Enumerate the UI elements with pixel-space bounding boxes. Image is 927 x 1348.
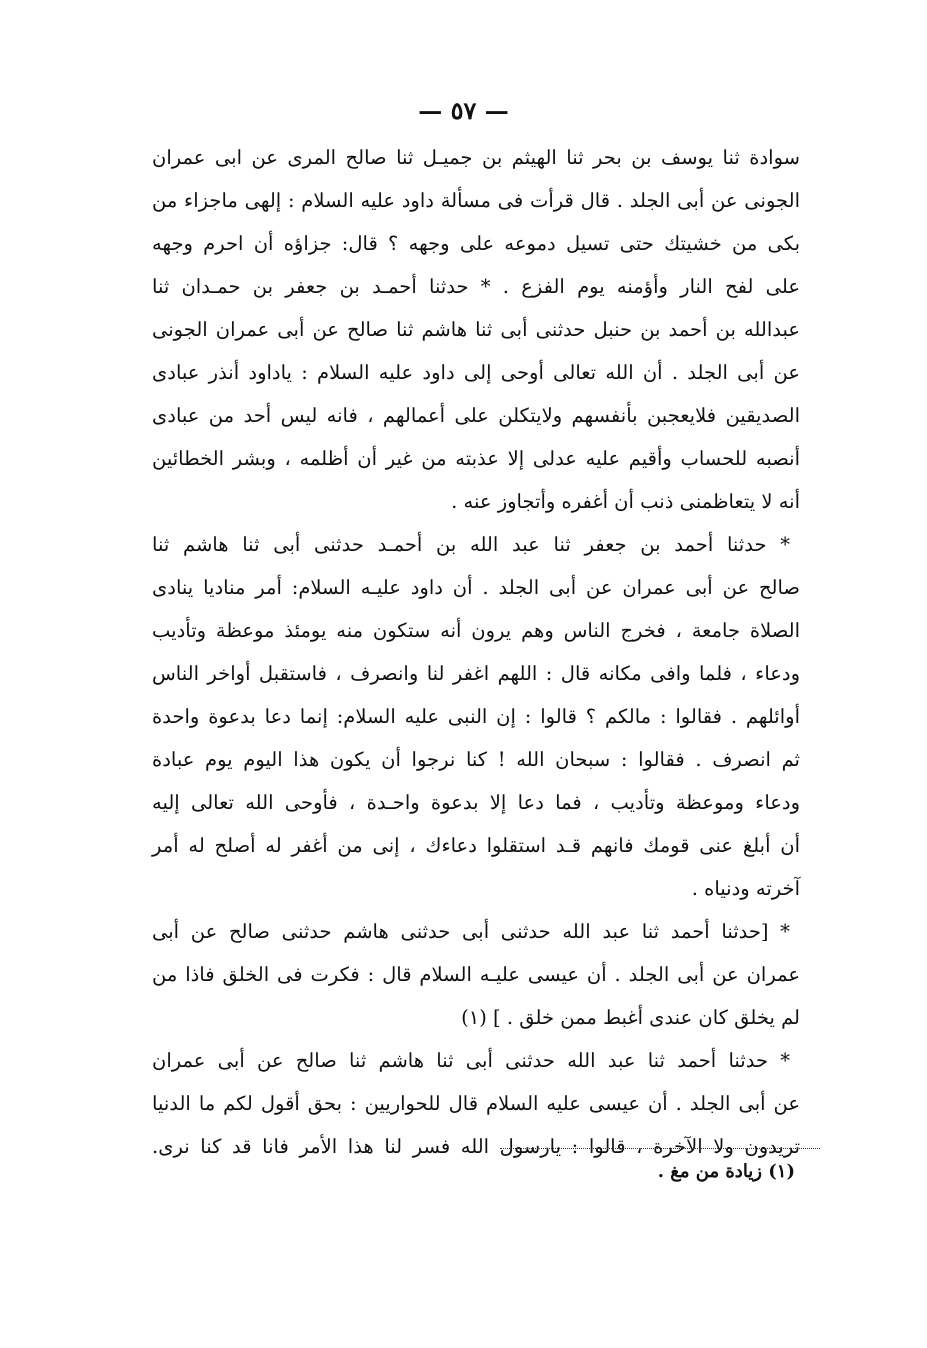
text-line: على لفح النار وأؤمنه يوم الفزع . * حدثنا أحمـد بن جعفر بن حمـدان ثنا [152,275,800,298]
body-text [152,136,800,1168]
text-line: عبدالله بن أحمد بن حنبل حدثنى أبى ثنا هاشم ثنا صالح عن أبى عمران الجونى [152,318,800,341]
text-line: ودعاء وموعظة وتأديب ، فما دعا إلا بدعوة واحـدة ، فأوحى الله تعالى إليه [152,791,800,814]
text-line: لم يخلق كان عندى أغبط ممن خلق . ] (١) [461,1006,800,1029]
text-line: عمران عن أبى الجلد . أن عيسى عليـه السلام قال : فكرت فى الخلق فاذا من [152,963,800,986]
text-line: أنصبه للحساب وأقيم عليه عدلى إلا عذبته من غير أن أظلمه ، وبشر الخطائين [152,447,800,470]
text-line: * [حدثنا أحمد ثنا عبد الله حدثنى أبى حدثنى هاشم حدثنى صالح عن أبى [152,920,790,943]
text-line: بكى من خشيتك حتى تسيل دموعه على وجهه ؟ قال: جزاؤه أن احرم وجهه [152,232,800,255]
text-line: ودعاء ، فلما وافى مكانه قال : اللهم اغفر لنا وانصرف ، فاستقبل أواخر الناس [152,662,800,685]
footnote-divider [500,1148,820,1149]
footnote: (١) زيادة من مغ . [657,1161,795,1182]
text-line: تريدون ولا الآخرة ، قالوا : يارسول الله فسر لنا هذا الأمر فانا قد كنا نرى. [152,1135,800,1158]
text-line: أن أبلغ عنى قومك فانهم قـد استقلوا دعاءك ، إنى من أغفر له أصلح له أمر [152,834,800,857]
text-line: * حدثنا أحمد ثنا عبد الله حدثنى أبى ثنا هاشم ثنا صالح عن أبى عمران [152,1049,790,1072]
text-line: ثم انصرف . فقالوا : سبحان الله ! كنا نرجوا أن يكون هذا اليوم يوم عبادة [152,748,800,771]
text-line: الصلاة جامعة ، فخرج الناس وهم يرون أنه ستكون منه يومئذ موعظة وتأديب [152,619,800,642]
page-number: — ٥٧ — [418,96,509,125]
text-line: الصديقين فلايعجبن بأنفسهم ولايتكلن على أعمالهم ، فانه ليس أحد من عبادى [152,404,800,427]
text-line: * حدثنا أحمد بن جعفر ثنا عبد الله بن أحمـد حدثنى أبى ثنا هاشم ثنا [152,533,790,556]
text-line: عن أبى الجلد . أن الله تعالى أوحى إلى داود عليه السلام : ياداود أنذر عبادى [152,361,800,384]
text-line: أنه لا يتعاظمنى ذنب أن أغفره وأتجاوز عنه . [451,490,800,513]
text-line: الجونى عن أبى الجلد . قال قرأت فى مسألة داود عليه السلام : إلهى ماجزاء من [152,189,800,212]
text-line: عن أبى الجلد . أن عيسى عليه السلام قال للحواريين : بحق أقول لكم ما الدنيا [152,1092,800,1115]
text-line: أوائلهم . فقالوا : مالكم ؟ قالوا : إن النبى عليه السلام: إنما دعا بدعوة واحدة [152,705,800,728]
text-line: آخرته ودنياه . [691,877,800,900]
text-line: صالح عن أبى عمران عن أبى الجلد . أن داود عليـه السلام: أمر مناديا ينادى [152,576,800,599]
text-line: سوادة ثنا يوسف بن بحر ثنا الهيثم بن جميـل ثنا صالح المرى عن ابى عمران [152,146,800,169]
